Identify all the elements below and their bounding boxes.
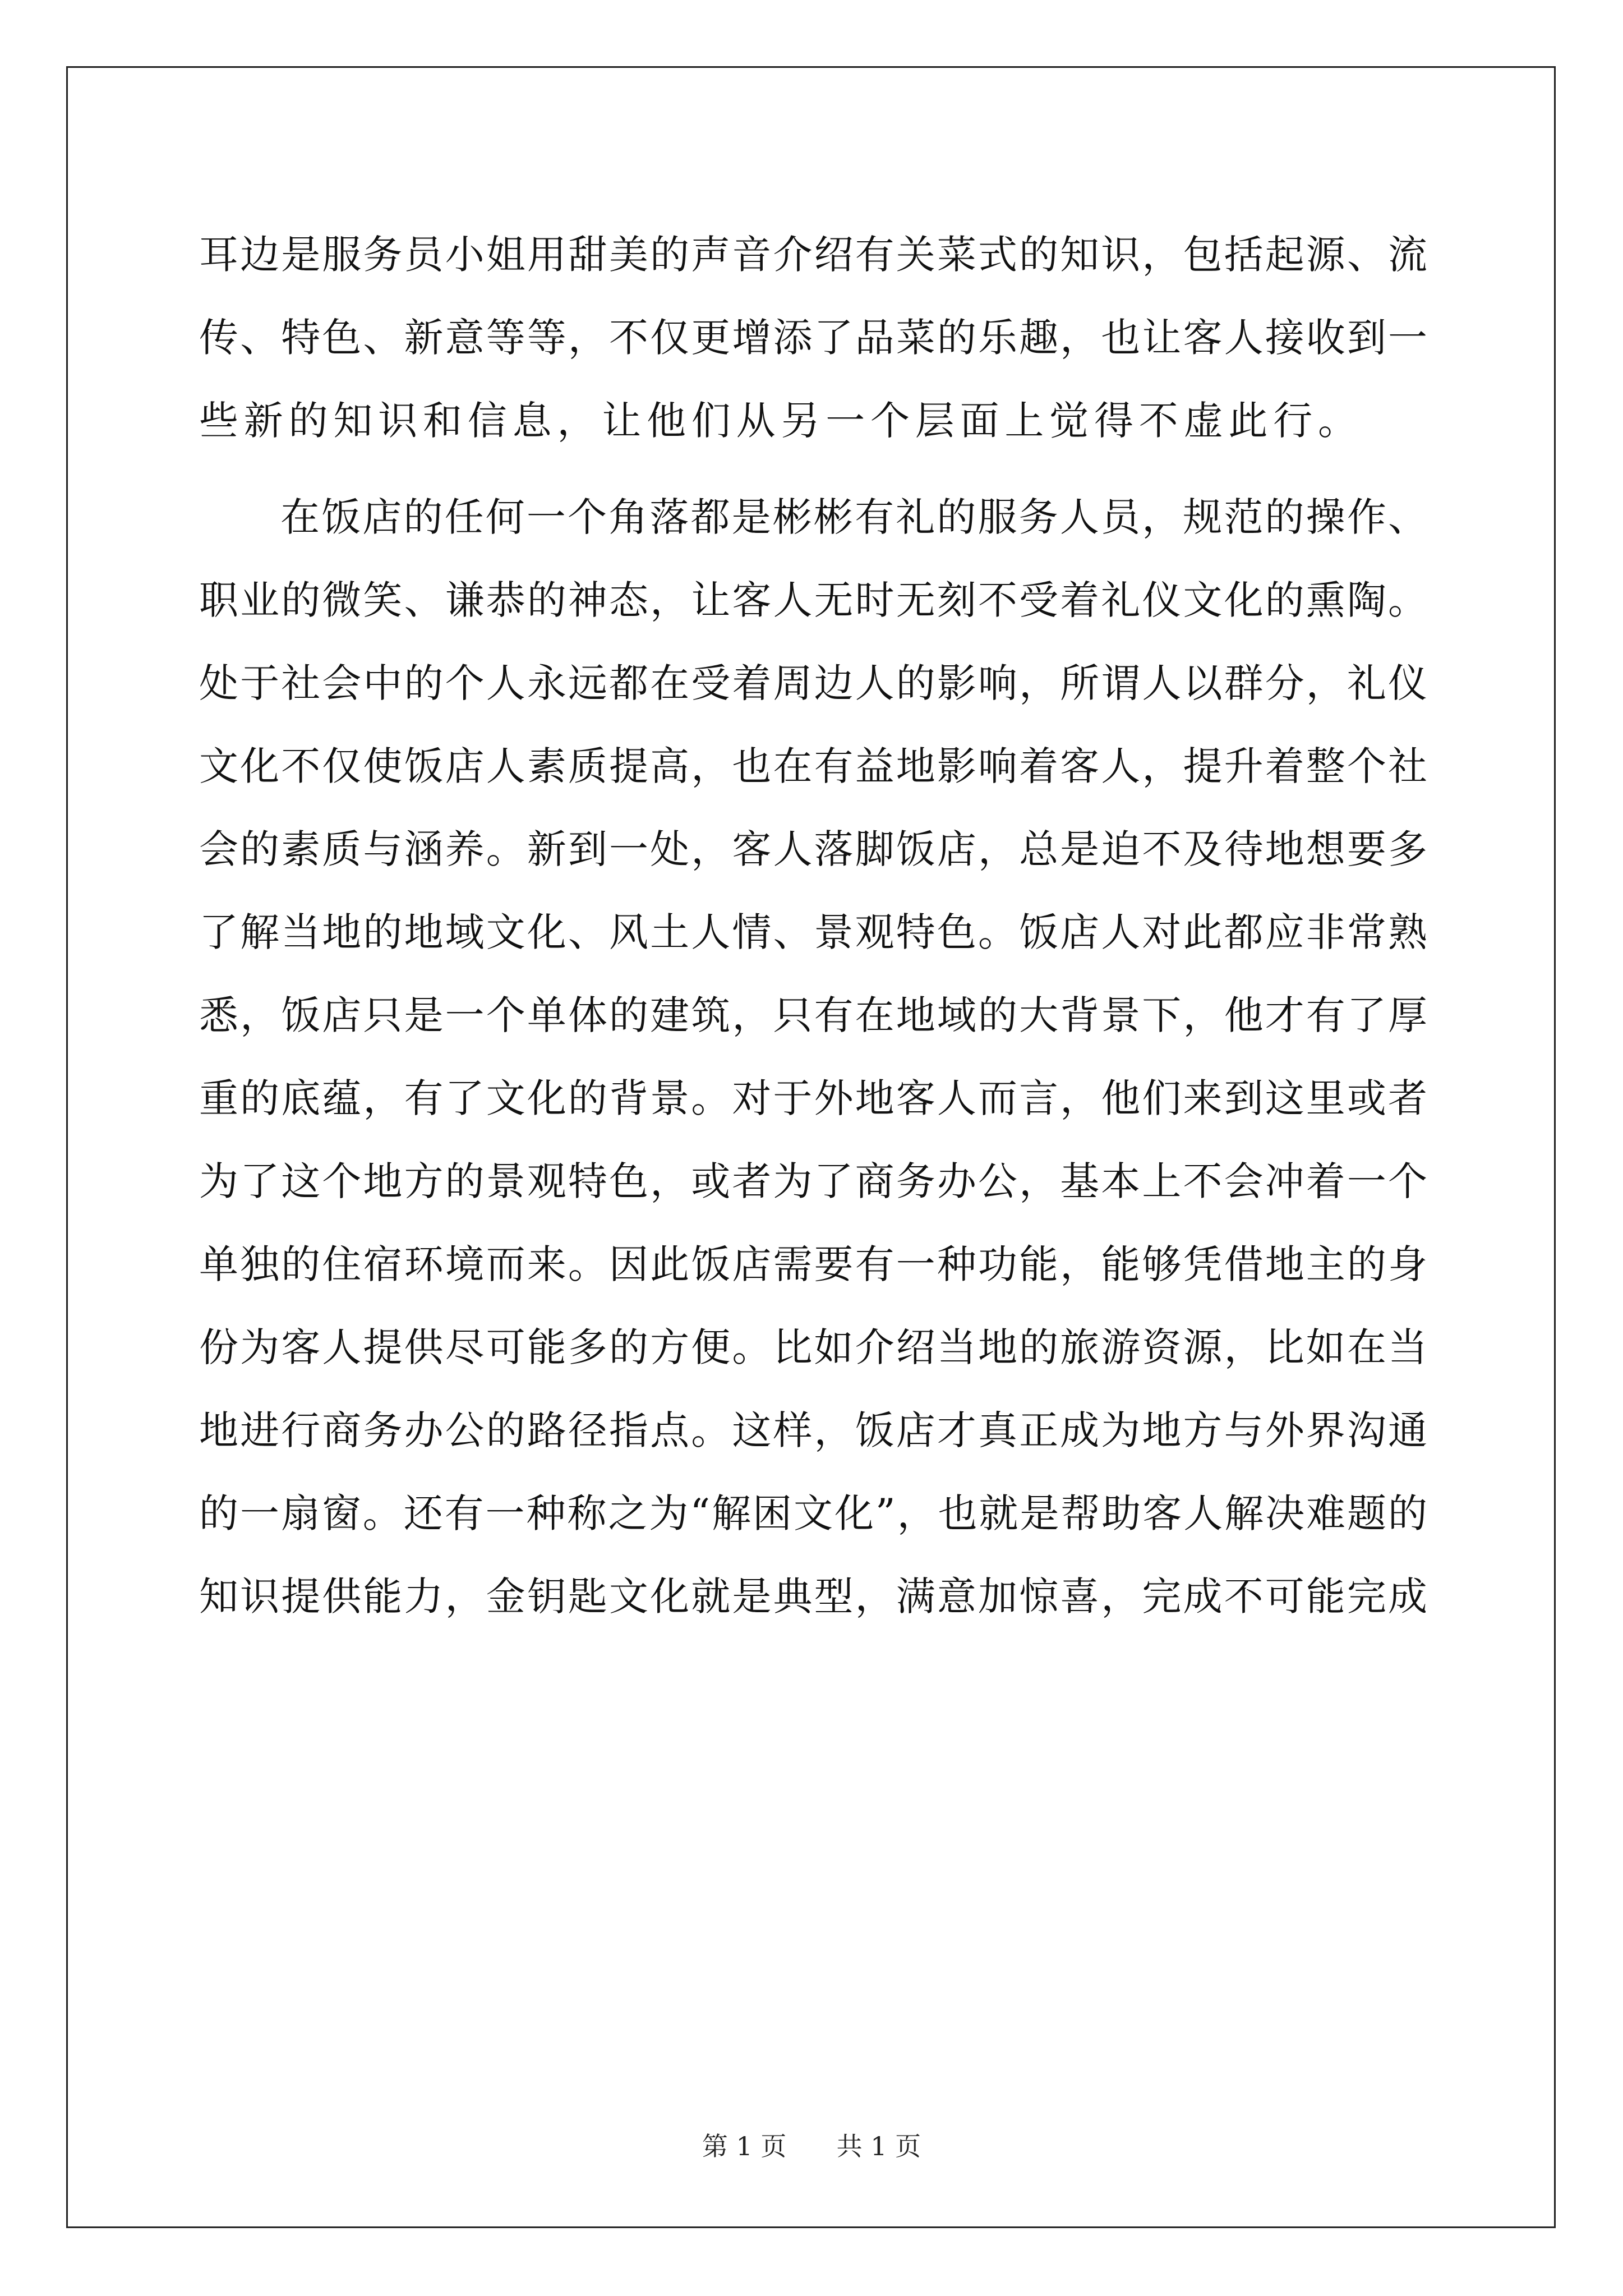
text-line: 知识提供能力，金钥匙文化就是典型，满意加惊喜，完成不可能完成 (199, 1573, 1427, 1619)
text-line: 单独的住宿环境而来。因此饭店需要有一种功能，能够凭借地主的身 (199, 1241, 1427, 1287)
text-line: 的一扇窗。还有一种称之为“解困文化”，也就是帮助客人解决难题的 (199, 1490, 1427, 1536)
text-line: 处于社会中的个人永远都在受着周边人的影响，所谓人以群分，礼仪 (199, 660, 1427, 706)
document-body (199, 213, 1427, 1638)
text-line: 职业的微笑、谦恭的神态，让客人无时无刻不受着礼仪文化的熏陶。 (199, 577, 1427, 623)
text-line: 为了这个地方的景观特色，或者为了商务办公，基本上不会冲着一个 (199, 1158, 1427, 1204)
text-line: 份为客人提供尽可能多的方便。比如介绍当地的旅游资源，比如在当 (199, 1324, 1427, 1370)
page-footer (0, 2126, 1623, 2163)
text-line: 传、特色、新意等等，不仅更增添了品菜的乐趣，也让客人接收到一 (199, 315, 1427, 361)
text-line: 文化不仅使饭店人素质提高，也在有益地影响着客人，提升着整个社 (199, 743, 1427, 789)
text-line: 悉，饭店只是一个单体的建筑，只有在地域的大背景下，他才有了厚 (199, 992, 1427, 1038)
text-line: 在饭店的任何一个角落都是彬彬有礼的服务人员，规范的操作、 (280, 494, 1427, 540)
text-line: 了解当地的地域文化、风土人情、景观特色。饭店人对此都应非常熟 (199, 909, 1427, 955)
page-number: 第 1 页 (702, 2131, 787, 2161)
text-line: 些新的知识和信息，让他们从另一个层面上觉得不虚此行。 (199, 398, 1363, 444)
text-line: 耳边是服务员小姐用甜美的声音介绍有关菜式的知识，包括起源、流 (199, 232, 1427, 278)
text-line: 会的素质与涵养。新到一处，客人落脚饭店，总是迫不及待地想要多 (199, 826, 1427, 872)
text-line: 重的底蕴，有了文化的背景。对于外地客人而言，他们来到这里或者 (199, 1075, 1427, 1121)
page-total: 共 1 页 (836, 2131, 921, 2161)
text-line: 地进行商务办公的路径指点。这样，饭店才真正成为地方与外界沟通 (199, 1407, 1427, 1453)
